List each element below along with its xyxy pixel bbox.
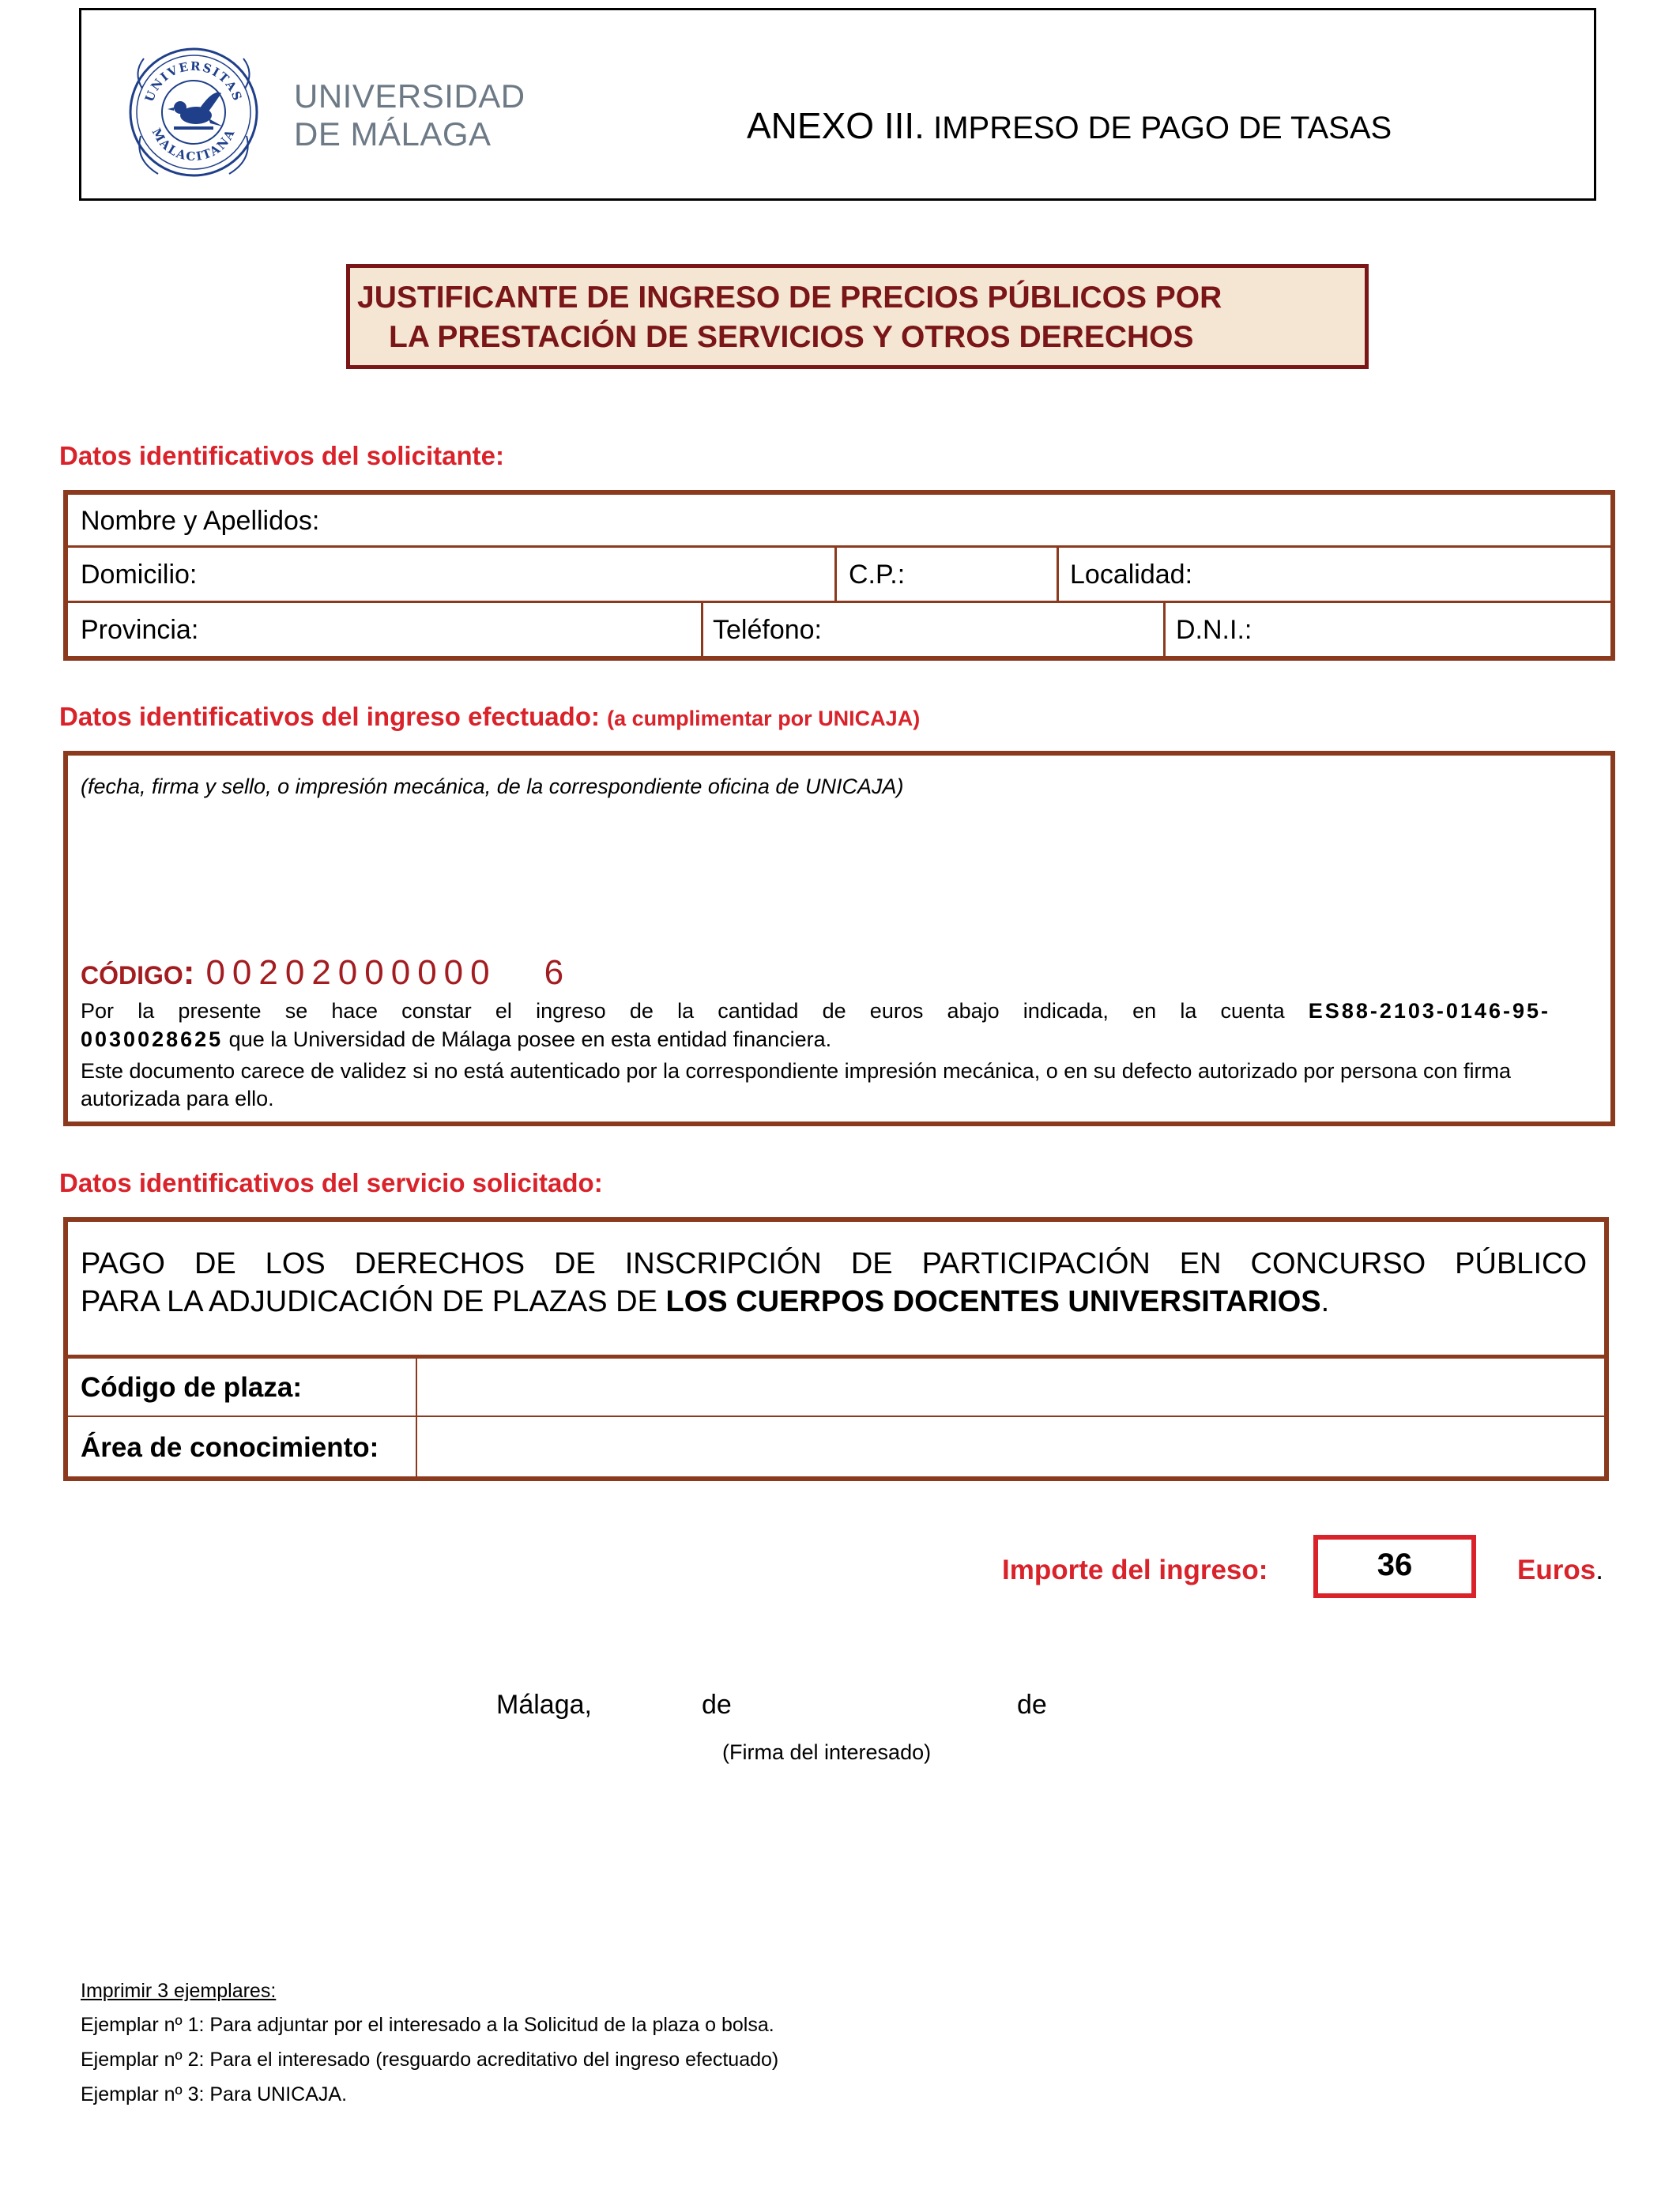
- applicant-section-title: Datos identificativos del solicitante:: [59, 441, 504, 470]
- statement-text: Por la presente se hace constar el ingreso de la cantidad de euros abajo indicada, en la cuenta: [81, 999, 1285, 1023]
- copy-3-note: Ejemplar nº 3: Para UNICAJA.: [81, 2083, 348, 2105]
- row-divider: [68, 601, 1610, 603]
- amount-period: .: [1595, 1555, 1603, 1585]
- banner-line1: JUSTIFICANTE DE INGRESO DE PRECIOS PÚBLICOS POR: [357, 281, 1222, 315]
- university-name-line2: DE MÁLAGA: [294, 115, 492, 153]
- signature-caption: (Firma del interesado): [722, 1740, 932, 1764]
- code-number: 00202000000: [205, 953, 497, 992]
- payment-section-note: (a cumplimentar por UNICAJA): [607, 707, 921, 730]
- seal-top-text: UNIVERSITAS: [141, 58, 246, 104]
- dove-icon: [168, 92, 223, 130]
- seal-bottom-text: MALACITANA: [149, 126, 239, 164]
- payment-statement-line1: [81, 997, 1550, 1025]
- amount-value: 36: [1377, 1547, 1413, 1582]
- row-divider: [68, 1416, 1604, 1417]
- amount-unit: [1517, 1555, 1603, 1586]
- address-field[interactable]: Domicilio:: [81, 560, 198, 590]
- amount-currency: Euros: [1517, 1555, 1596, 1585]
- service-line2-prefix: PARA LA ADJUDICACIÓN DE PLAZAS DE: [81, 1285, 666, 1318]
- account-number-part1: ES88-2103-0146-95-: [1308, 999, 1550, 1023]
- province-field[interactable]: Provincia:: [81, 615, 199, 645]
- annex-title: [747, 104, 1392, 147]
- name-field[interactable]: Nombre y Apellidos:: [81, 506, 320, 536]
- knowledge-area-field[interactable]: Área de conocimiento:: [81, 1432, 379, 1463]
- dni-field[interactable]: D.N.I.:: [1176, 615, 1252, 645]
- code-check-digit: 6: [544, 953, 564, 992]
- postal-code-field[interactable]: C.P.:: [849, 560, 906, 590]
- copy-2-note: Ejemplar nº 2: Para el interesado (resguardo acreditativo del ingreso efectuado): [81, 2049, 779, 2071]
- university-seal-logo: [126, 41, 261, 180]
- code-colon: :: [183, 953, 195, 992]
- city-field[interactable]: Localidad:: [1070, 560, 1193, 590]
- signature-de-2: de: [1017, 1690, 1047, 1720]
- code-label: CÓDIGO: [81, 961, 183, 990]
- phone-field[interactable]: Teléfono:: [713, 615, 822, 645]
- stamp-instructions: (fecha, firma y sello, o impresión mecánica, de la correspondiente oficina de UNICAJA): [81, 775, 904, 798]
- university-name: [294, 77, 525, 153]
- annex-prefix: ANEXO III.: [747, 105, 925, 146]
- statement-text-cont: que la Universidad de Málaga posee en esta entidad financiera.: [223, 1027, 832, 1051]
- applicant-table: [63, 490, 1615, 661]
- row-divider: [68, 545, 1610, 548]
- svg-text:MALACITANA: [149, 126, 238, 164]
- service-description: [81, 1245, 1587, 1321]
- col-divider: [1163, 601, 1166, 656]
- signature-de-1: de: [702, 1690, 732, 1720]
- payment-code: [81, 953, 563, 993]
- signature-place: Málaga,: [496, 1690, 592, 1720]
- plaza-code-field[interactable]: Código de plaza:: [81, 1372, 302, 1403]
- annex-title-text: IMPRESO DE PAGO DE TASAS: [933, 111, 1392, 145]
- col-divider: [701, 601, 703, 656]
- print-instructions-title: Imprimir 3 ejemplares:: [81, 1980, 277, 2002]
- service-line2-suffix: .: [1320, 1285, 1330, 1318]
- col-divider: [834, 545, 837, 601]
- banner-title: [357, 278, 1361, 357]
- payment-section-title: [59, 702, 920, 732]
- amount-label: Importe del ingreso:: [1002, 1555, 1268, 1585]
- validity-note: Este documento carece de validez si no está autenticado por la correspondiente impresión mecánica, o en su defecto autorizado por persona con firma autorizada para ello.: [81, 1059, 1512, 1110]
- col-divider: [416, 1356, 417, 1476]
- university-name-line1: UNIVERSIDAD: [294, 77, 525, 115]
- service-section-title: Datos identificativos del servicio solicitado:: [59, 1168, 603, 1197]
- col-divider: [1057, 545, 1059, 601]
- copy-1-note: Ejemplar nº 1: Para adjuntar por el interesado a la Solicitud de la plaza o bolsa.: [81, 2014, 774, 2036]
- service-line2: [81, 1283, 1587, 1321]
- payment-statement-line2: [81, 1026, 1550, 1054]
- service-line2-bold: LOS CUERPOS DOCENTES UNIVERSITARIOS: [665, 1285, 1321, 1318]
- account-number-part2: 0030028625: [81, 1027, 224, 1051]
- row-divider: [68, 1355, 1604, 1359]
- service-line1: PAGO DE LOS DERECHOS DE INSCRIPCIÓN DE PARTICIPACIÓN EN CONCURSO PÚBLICO: [81, 1247, 1587, 1280]
- banner-line2: LA PRESTACIÓN DE SERVICIOS Y OTROS DERECHOS: [389, 320, 1194, 354]
- payment-section-label: Datos identificativos del ingreso efectuado:: [59, 702, 600, 731]
